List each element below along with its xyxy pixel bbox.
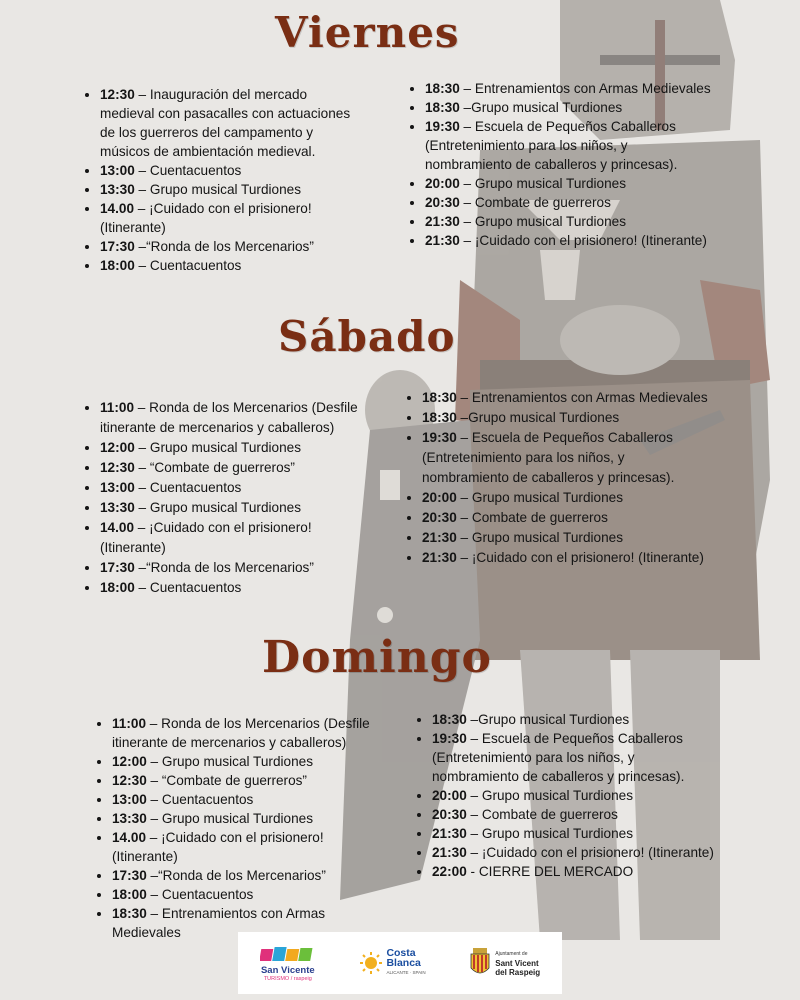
- schedule-item: • 18:30 –Grupo musical Turdiones: [432, 710, 717, 729]
- schedule-item: • 13:30 – Grupo musical Turdiones: [112, 809, 387, 828]
- schedule-item: • 12:30 – “Combate de guerreros”: [100, 458, 368, 478]
- day-title-domingo: Domingo: [262, 632, 492, 683]
- schedule-item: • 18:00 – Cuentacuentos: [112, 885, 387, 904]
- schedule-item: • 21:30 – ¡Cuidado con el prisionero! (Itinerante): [422, 548, 710, 568]
- schedule-domingo-left: [90, 714, 387, 942]
- ayuntamiento-line3: del Raspeig: [495, 967, 541, 977]
- schedule-item: • 13:00 – Cuentacuentos: [112, 790, 387, 809]
- schedule-item: • 14.00 – ¡Cuidado con el prisionero! (Itinerante): [100, 518, 368, 558]
- schedule-item: • 13:00 – Cuentacuentos: [100, 161, 355, 180]
- costa-blanca-line2: Blanca: [386, 957, 421, 969]
- schedule-item: • 20:00 – Grupo musical Turdiones: [425, 174, 715, 193]
- schedule-item: • 12:00 – Grupo musical Turdiones: [112, 752, 387, 771]
- schedule-item: • 18:00 – Cuentacuentos: [100, 578, 368, 598]
- schedule-item: • 18:30 – Entrenamientos con Armas Medievales: [112, 904, 387, 942]
- schedule-item: • 12:00 – Grupo musical Turdiones: [100, 438, 368, 458]
- schedule-viernes-left: [78, 85, 355, 275]
- schedule-viernes-right: [403, 79, 715, 250]
- costa-blanca-subtitle: ALICANTE · SPAIN: [386, 970, 426, 975]
- schedule-item: • 18:30 – Entrenamientos con Armas Medievales: [422, 388, 710, 408]
- day-title-sabado: Sábado: [278, 312, 456, 361]
- schedule-item: • 21:30 – ¡Cuidado con el prisionero! (Itinerante): [425, 231, 715, 250]
- schedule-item: • 19:30 – Escuela de Pequeños Caballeros (Entretenimiento para los niños, y nombramiento de caballeros y princesas).: [425, 117, 715, 174]
- schedule-item: • 17:30 –“Ronda de los Mercenarios”: [112, 866, 387, 885]
- san-vicente-logo: [260, 945, 316, 982]
- costa-blanca-line1: Costa: [386, 947, 416, 959]
- schedule-item: • 13:30 – Grupo musical Turdiones: [100, 180, 355, 199]
- ayuntamiento-line1: Ajuntament de: [495, 950, 528, 957]
- schedule-item: • 21:30 – Grupo musical Turdiones: [422, 528, 710, 548]
- schedule-item: • 12:30 – “Combate de guerreros”: [112, 771, 387, 790]
- ayuntamiento-logo: [469, 948, 540, 978]
- schedule-item: • 21:30 – Grupo musical Turdiones: [425, 212, 715, 231]
- coat-of-arms-icon: [469, 948, 491, 978]
- schedule-item: • 22:00 - CIERRE DEL MERCADO: [432, 862, 717, 881]
- schedule-item: • 18:00 – Cuentacuentos: [100, 256, 355, 275]
- schedule-sabado-right: [400, 388, 710, 568]
- schedule-item: • 13:00 – Cuentacuentos: [100, 478, 368, 498]
- schedule-item: • 18:30 –Grupo musical Turdiones: [425, 98, 715, 117]
- schedule-item: • 18:30 – Entrenamientos con Armas Medievales: [425, 79, 715, 98]
- schedule-item: • 20:30 – Combate de guerreros: [422, 508, 710, 528]
- schedule-item: • 17:30 –“Ronda de los Mercenarios”: [100, 558, 368, 578]
- day-title-viernes: Viernes: [275, 8, 460, 57]
- schedule-item: • 13:30 – Grupo musical Turdiones: [100, 498, 368, 518]
- schedule-item: • 14.00 – ¡Cuidado con el prisionero! (Itinerante): [112, 828, 387, 866]
- schedule-item: • 21:30 – ¡Cuidado con el prisionero! (Itinerante): [432, 843, 717, 862]
- schedule-item: • 21:30 – Grupo musical Turdiones: [432, 824, 717, 843]
- sun-icon: [359, 951, 383, 975]
- schedule-item: • 20:30 – Combate de guerreros: [425, 193, 715, 212]
- schedule-item: • 17:30 –“Ronda de los Mercenarios”: [100, 237, 355, 256]
- san-vicente-subtitle: TURISMO / raspeig: [263, 975, 312, 982]
- ayuntamiento-line2: Sant Vicent: [495, 958, 539, 968]
- schedule-item: • 20:00 – Grupo musical Turdiones: [422, 488, 710, 508]
- schedule-item: • 18:30 –Grupo musical Turdiones: [422, 408, 710, 428]
- schedule-item: • 14.00 – ¡Cuidado con el prisionero! (Itinerante): [100, 199, 355, 237]
- schedule-item: • 11:00 – Ronda de los Mercenarios (Desfile itinerante de mercenarios y caballeros): [112, 714, 387, 752]
- costa-blanca-logo: [359, 948, 425, 978]
- schedule-item: • 19:30 – Escuela de Pequeños Caballeros (Entretenimiento para los niños, y nombramiento de caballeros y princesas).: [422, 428, 710, 488]
- schedule-item: • 12:30 – Inauguración del mercado medieval con pasacalles con actuaciones de los guerreros del campamento y músicos de ambientación medieval.: [100, 85, 355, 161]
- schedule-item: • 19:30 – Escuela de Pequeños Caballeros (Entretenimiento para los niños, y nombramiento de caballeros y princesas).: [432, 729, 717, 786]
- san-vicente-icon: [260, 945, 316, 965]
- schedule-domingo-right: [410, 710, 717, 881]
- schedule-sabado-left: [78, 398, 368, 598]
- schedule-item: • 20:30 – Combate de guerreros: [432, 805, 717, 824]
- schedule-item: • 11:00 – Ronda de los Mercenarios (Desfile itinerante de mercenarios y caballeros): [100, 398, 368, 438]
- schedule-item: • 20:00 – Grupo musical Turdiones: [432, 786, 717, 805]
- sponsor-logo-bar: [238, 932, 562, 994]
- san-vicente-name: San Vicente: [260, 964, 315, 976]
